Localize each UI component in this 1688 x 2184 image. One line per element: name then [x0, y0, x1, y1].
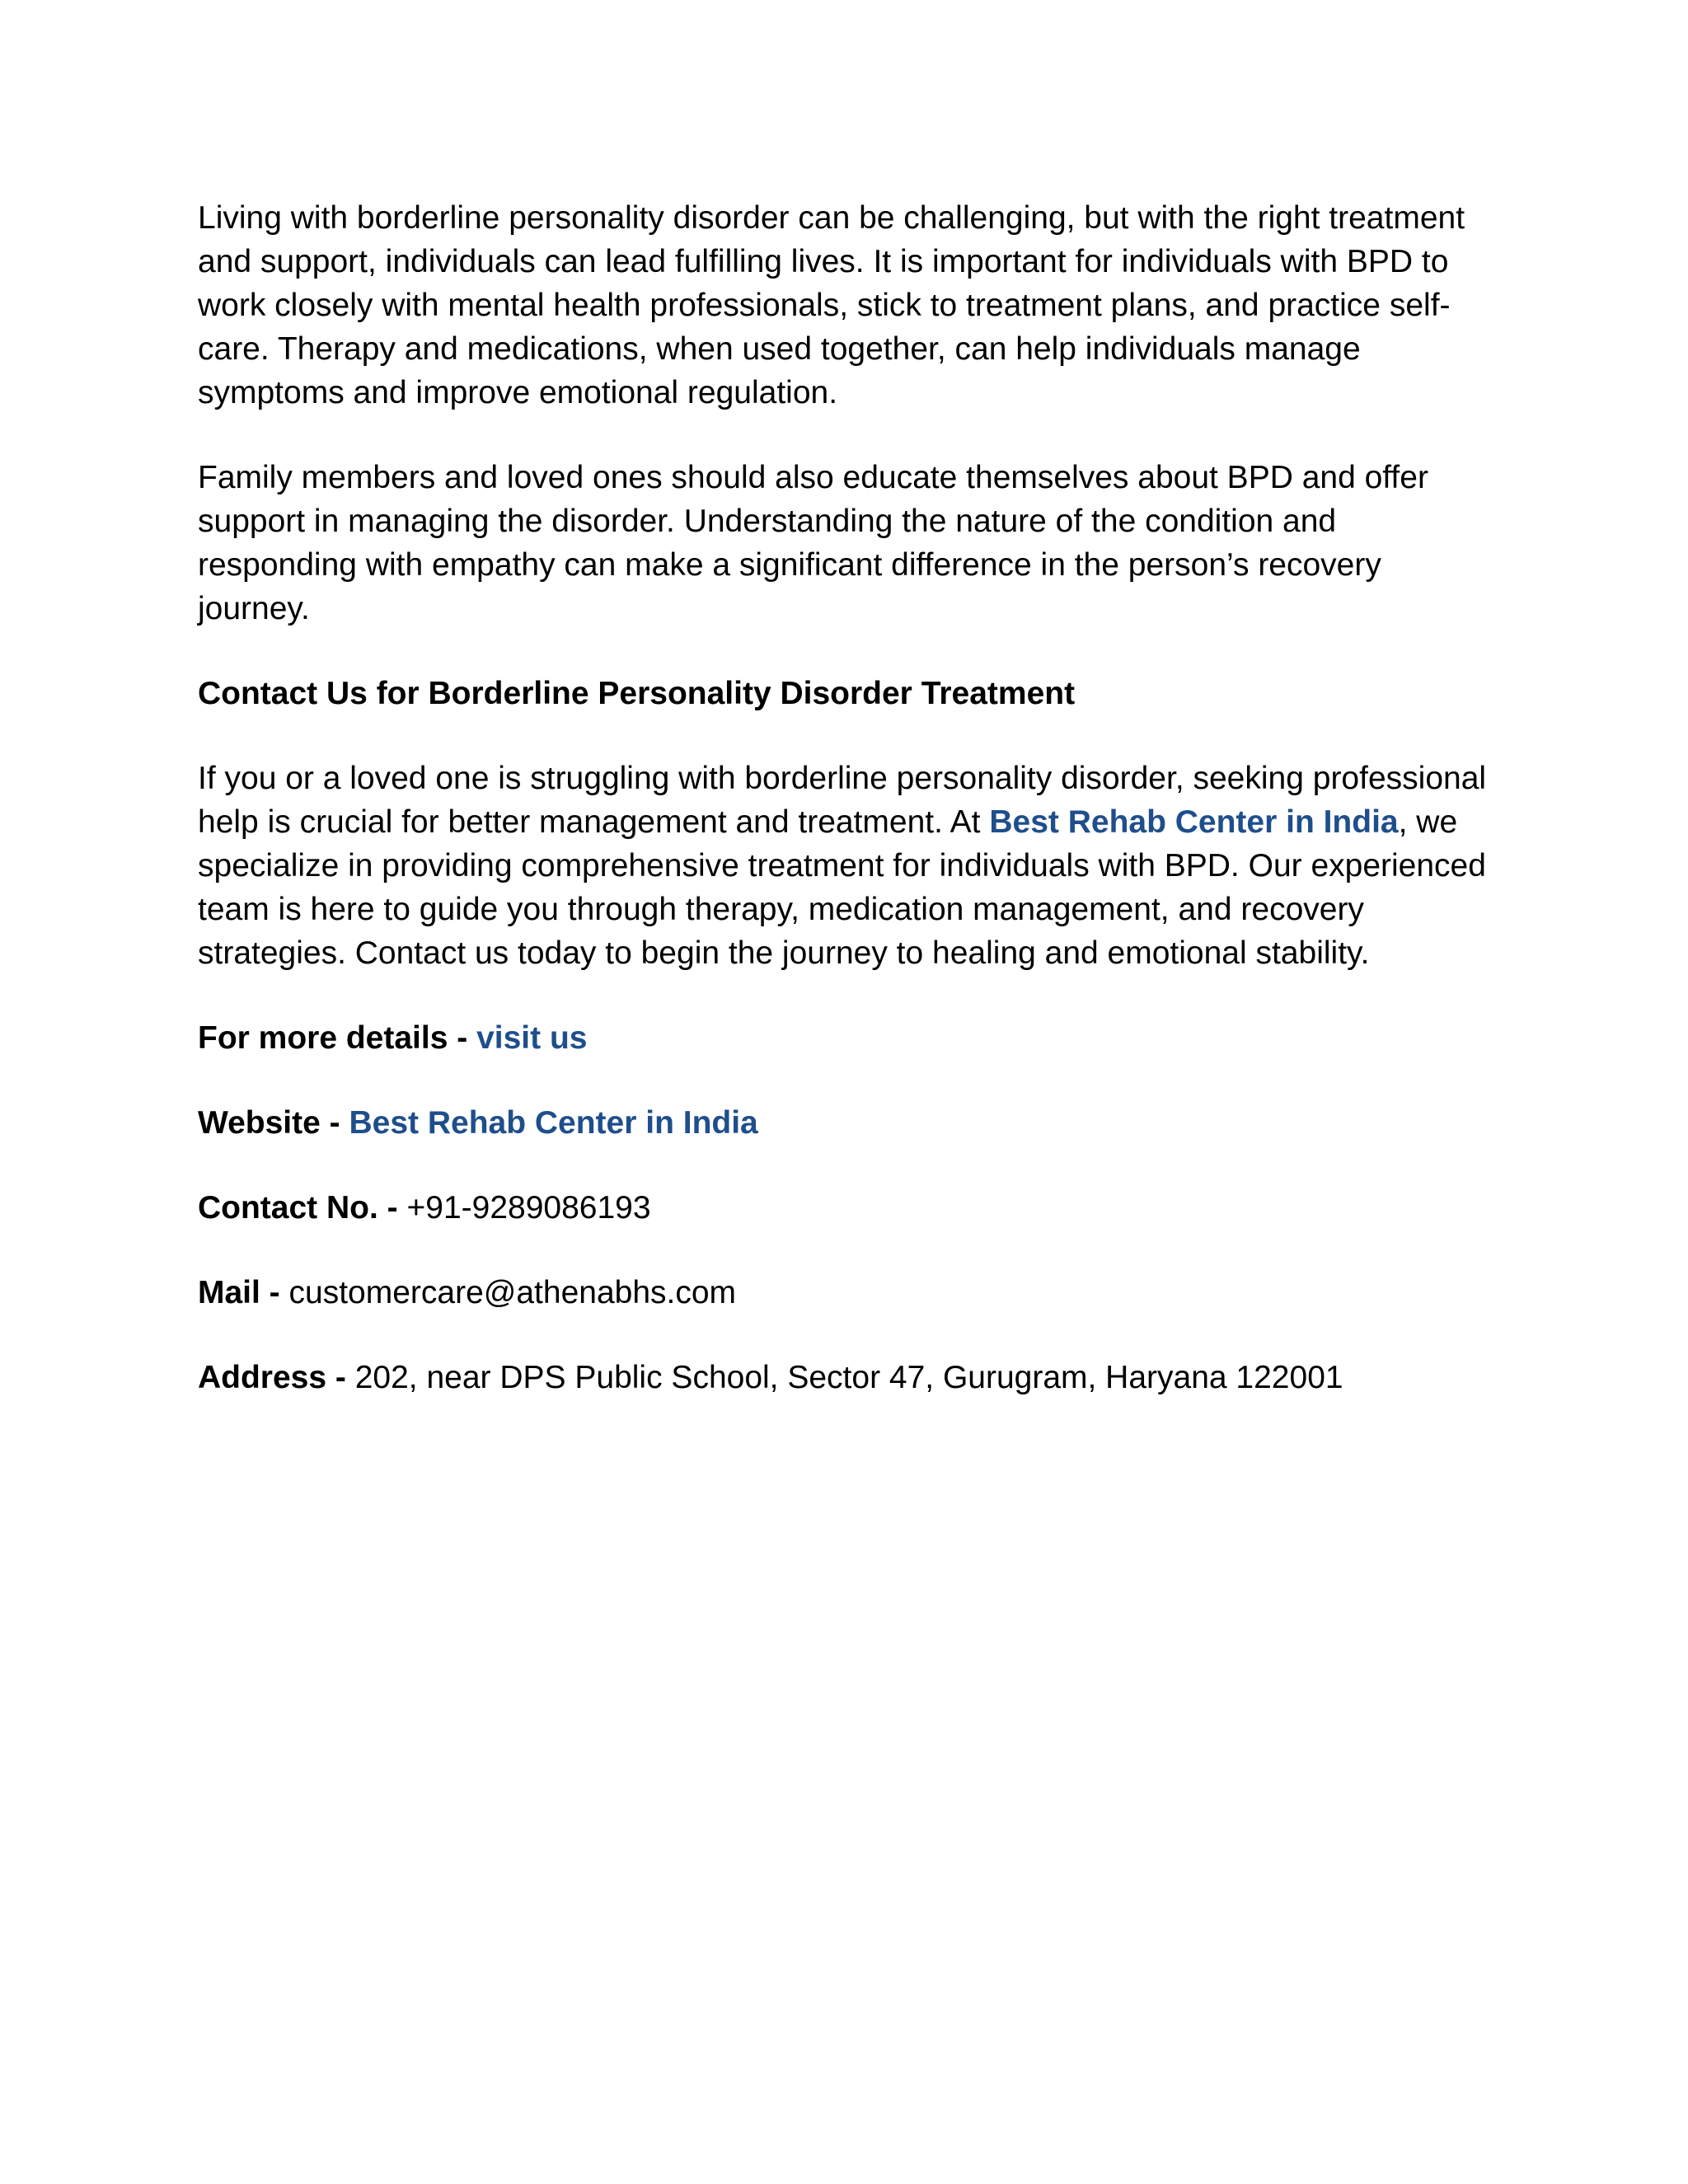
website-link[interactable]: Best Rehab Center in India — [349, 1105, 758, 1141]
mail-address: customercare@athenabhs.com — [288, 1275, 737, 1310]
paragraph-text-before: If you or a loved one is struggling with borderline personality disorder, seeking professional help is crucial for better management and treatment. At — [198, 761, 1487, 840]
contact-number: +91-9289086193 — [406, 1190, 651, 1226]
section-heading: Contact Us for Borderline Personality Disorder Treatment — [198, 676, 1076, 711]
mail-label: Mail - — [198, 1275, 289, 1310]
details-line — [198, 1016, 1500, 1060]
website-label: Website - — [198, 1105, 349, 1141]
address-value: 202, near DPS Public School, Sector 47, Gurugram, Haryana 122001 — [354, 1360, 1343, 1395]
document-page — [198, 196, 1500, 1441]
rehab-center-link[interactable]: Best Rehab Center in India — [989, 804, 1399, 840]
contact-label: Contact No. - — [198, 1190, 407, 1226]
paragraph-living-with-bpd: Living with borderline personality disorder can be challenging, but with the right treatment and support, individuals can lead fulfilling lives. It is important for individuals with BPD to work closely with mental health professionals, stick to treatment plans, and practice self-care. Therapy and medications, when used together, can help individuals manage symptoms and improve emotional regulation. — [198, 200, 1465, 410]
website-line — [198, 1101, 1500, 1145]
address-label: Address - — [198, 1360, 355, 1395]
address-line — [198, 1356, 1500, 1399]
paragraph-contact-intro — [198, 757, 1500, 975]
contact-line — [198, 1186, 1500, 1230]
paragraph-family-support: Family members and loved ones should also educate themselves about BPD and offer support in managing the disorder. Understanding the nature of the condition and responding with empathy can make a significant difference in the person’s recovery journey. — [198, 460, 1428, 626]
details-label: For more details - — [198, 1020, 477, 1056]
visit-us-link[interactable]: visit us — [476, 1020, 588, 1056]
paragraph-text-after: , we specialize in providing comprehensive treatment for individuals with BPD. Our experienced team is here to guide you through therapy, medication management, and recovery strategies. Contact us today to begin the journey to healing and emotional stability. — [198, 804, 1486, 971]
mail-line — [198, 1271, 1500, 1315]
